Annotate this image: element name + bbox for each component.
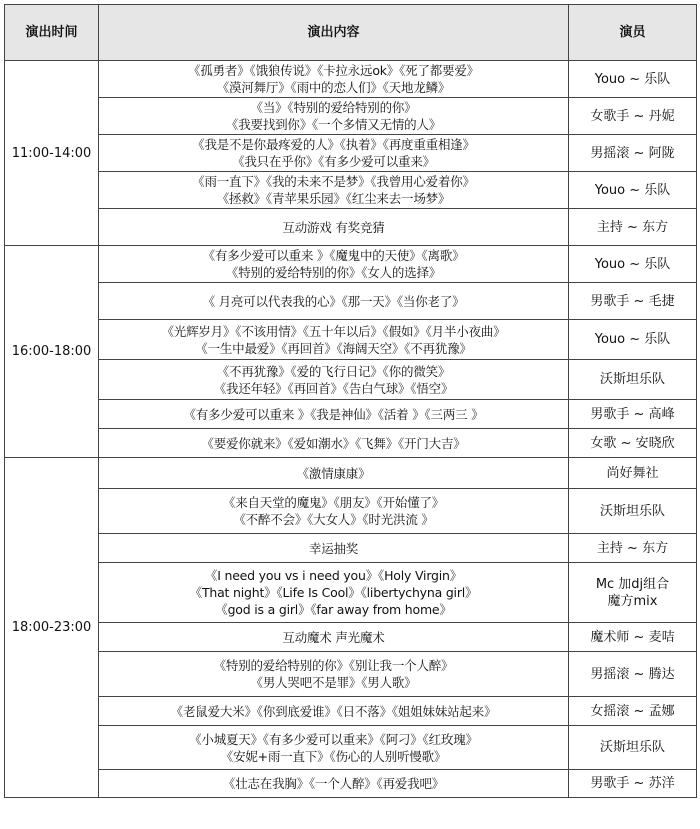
schedule-table bbox=[4, 4, 697, 798]
program-line: 《孤勇者》《饿狼传说》《卡拉永远ok》《死了都要爱》 bbox=[188, 63, 479, 78]
performer-line: 女歌 ~ 安晓欣 bbox=[590, 435, 675, 451]
program-content bbox=[99, 400, 569, 429]
performer-line: 沃斯坦乐队 bbox=[599, 372, 665, 387]
program-line: 《有多少爱可以重来 》《魔鬼中的天使》《离歌》 bbox=[202, 248, 465, 263]
table-row bbox=[5, 429, 697, 458]
performer-line: Youo ~ 乐队 bbox=[594, 182, 671, 198]
time-slot: 16:00-18:00 bbox=[5, 246, 99, 458]
performer-line: Youo ~ 乐队 bbox=[594, 71, 671, 87]
header-row bbox=[5, 5, 697, 61]
table-row bbox=[5, 726, 697, 770]
program-line: 《god is a girl》《far away from home》 bbox=[215, 602, 452, 617]
performer bbox=[569, 98, 697, 135]
table-row bbox=[5, 283, 697, 320]
program-content bbox=[99, 563, 569, 623]
header-content: 演出内容 bbox=[99, 5, 569, 61]
performer-line: Youo ~ 乐队 bbox=[594, 332, 671, 347]
program-line: 《老鼠爱大米》《你到底爱谁》《日不落》《姐姐妹妹站起来》 bbox=[170, 703, 497, 719]
program-line: 《That night》《Life Is Cool》《libertychyna girl》 bbox=[189, 585, 478, 600]
program-content bbox=[99, 246, 569, 283]
performer-line: 男摇滚 ~ 阿陇 bbox=[590, 145, 675, 161]
program-content bbox=[99, 98, 569, 135]
table-row bbox=[5, 563, 697, 623]
program-line: 《特别的爱给特别的你》《女人的选择》 bbox=[225, 265, 442, 280]
program-line: 《雨一直下》《我的未来不是梦》《我曾用心爱着你》 bbox=[192, 174, 475, 189]
table-row bbox=[5, 61, 697, 98]
table-row bbox=[5, 489, 697, 534]
program-content bbox=[99, 652, 569, 697]
performer bbox=[569, 135, 697, 172]
performer bbox=[569, 770, 697, 798]
performer bbox=[569, 360, 697, 400]
performer bbox=[569, 652, 697, 697]
performer-line: 男歌手 ~ 毛捷 bbox=[590, 293, 675, 309]
program-content bbox=[99, 726, 569, 770]
performer bbox=[569, 400, 697, 429]
program-line: 《安妮+雨一直下》《伤心的人别听慢歌》 bbox=[220, 748, 447, 764]
performer-line: 男歌手 ~ 苏洋 bbox=[590, 776, 675, 791]
table-row bbox=[5, 458, 697, 489]
table-row bbox=[5, 770, 697, 798]
performer bbox=[569, 623, 697, 652]
program-content bbox=[99, 458, 569, 489]
performer bbox=[569, 489, 697, 534]
performer bbox=[569, 458, 697, 489]
program-line: 《当》《特别的爱给特别的你》 bbox=[250, 100, 417, 115]
performer-line: Mc 加dj组合 bbox=[595, 576, 670, 592]
table-row bbox=[5, 697, 697, 726]
program-content bbox=[99, 283, 569, 320]
performer bbox=[569, 61, 697, 98]
table-row bbox=[5, 172, 697, 209]
performer-line: 男摇滚 ~ 腾达 bbox=[590, 666, 675, 682]
performer-line: 尚好舞社 bbox=[606, 465, 659, 481]
program-line: 《要爱你就来》《爱如潮水》《飞舞》《开门大吉》 bbox=[201, 435, 466, 451]
program-line: 《 月亮可以代表我的心》《那一天》《当你老了》 bbox=[202, 293, 465, 309]
table-row bbox=[5, 320, 697, 360]
performer bbox=[569, 726, 697, 770]
program-line: 《我要找到你》《一个多情又无情的人》 bbox=[225, 117, 442, 132]
header-time: 演出时间 bbox=[5, 5, 99, 61]
performer-line: 主持 ~ 东方 bbox=[596, 219, 669, 235]
program-content bbox=[99, 320, 569, 360]
schedule-body bbox=[5, 61, 697, 798]
program-line: 幸运抽奖 bbox=[308, 540, 359, 556]
program-line: 《来自天堂的魔鬼》《朋友》《开始懂了》 bbox=[222, 495, 445, 510]
performer-line: 沃斯坦乐队 bbox=[599, 740, 665, 755]
table-row bbox=[5, 98, 697, 135]
program-line: 《壮志在我胸》《一个人醉》《再爱我吧》 bbox=[222, 776, 445, 791]
program-line: 《一生中最爱》《再回首》《海阔天空》《不再犹豫》 bbox=[195, 340, 472, 356]
program-line: 《不再犹豫》《爱的飞行日记》《你的微笑》 bbox=[216, 363, 451, 379]
performer bbox=[569, 209, 697, 246]
table-row bbox=[5, 209, 697, 246]
performer bbox=[569, 246, 697, 283]
performer bbox=[569, 320, 697, 360]
program-content bbox=[99, 697, 569, 726]
program-content bbox=[99, 135, 569, 172]
performer-line: 魔术师 ~ 麦咭 bbox=[590, 629, 675, 645]
header-performer: 演员 bbox=[569, 5, 697, 61]
program-content bbox=[99, 770, 569, 798]
program-content bbox=[99, 61, 569, 98]
table-row bbox=[5, 360, 697, 400]
program-content bbox=[99, 360, 569, 400]
performer-line: 沃斯坦乐队 bbox=[599, 503, 665, 519]
performer bbox=[569, 563, 697, 623]
performer bbox=[569, 429, 697, 458]
time-slot: 18:00-23:00 bbox=[5, 458, 99, 798]
program-line: 《我是不是你最疼爱的人》《执着》《再度重重相逢》 bbox=[192, 137, 475, 152]
performer-line: 女歌手 ~ 丹妮 bbox=[590, 108, 675, 124]
performer-line: 主持 ~ 东方 bbox=[596, 540, 669, 556]
program-content bbox=[99, 489, 569, 534]
program-line: 《有多少爱可以重来 》《我是神仙》《活着 》《三两三 》 bbox=[183, 406, 484, 422]
performer-line: 女摇滚 ~ 孟娜 bbox=[590, 703, 675, 719]
program-line: 《我只在乎你》《有多少爱可以重来》 bbox=[232, 154, 435, 169]
program-line: 互动游戏 有奖竞猜 bbox=[282, 219, 385, 235]
program-line: 互动魔术 声光魔术 bbox=[282, 629, 385, 645]
program-content bbox=[99, 209, 569, 246]
program-content bbox=[99, 534, 569, 563]
program-content bbox=[99, 172, 569, 209]
table-row bbox=[5, 246, 697, 283]
program-content bbox=[99, 429, 569, 458]
program-line: 《特别的爱给特别的你》《别让我一个人醉》 bbox=[213, 658, 454, 673]
program-line: 《男人哭吧不是罪》《男人歌》 bbox=[250, 675, 417, 690]
time-slot: 11:00-14:00 bbox=[5, 61, 99, 246]
program-line: 《我还年轻》《再回首》《告白气球》《悟空》 bbox=[213, 380, 454, 396]
program-line: 《小城夏天》《有多少爱可以重来》《阿刁》《红玫瑰》 bbox=[189, 731, 478, 747]
performer bbox=[569, 172, 697, 209]
performer-line: 魔方mix bbox=[607, 593, 658, 609]
table-row bbox=[5, 135, 697, 172]
table-row bbox=[5, 652, 697, 697]
program-line: 《拯救》《青苹果乐园》《红尘来去一场梦》 bbox=[216, 191, 451, 206]
performer bbox=[569, 697, 697, 726]
program-line: 《激情康康》 bbox=[296, 465, 371, 481]
performer bbox=[569, 283, 697, 320]
program-line: 《漠河舞厅》《雨中的恋人们》《天地龙鳞》 bbox=[216, 80, 451, 95]
table-row bbox=[5, 534, 697, 563]
table-row bbox=[5, 400, 697, 429]
program-line: 《光辉岁月》《不该用情》《五十年以后》《假如》《月半小夜曲》 bbox=[161, 323, 506, 339]
performer-line: 男歌手 ~ 高峰 bbox=[590, 406, 675, 422]
performer bbox=[569, 534, 697, 563]
performer-line: Youo ~ 乐队 bbox=[594, 256, 671, 272]
program-line: 《I need you vs i need you》《Holy Virgin》 bbox=[204, 568, 463, 583]
program-line: 《不醉不会》《大女人》《时光洪流 》 bbox=[233, 512, 434, 527]
table-row bbox=[5, 623, 697, 652]
program-content bbox=[99, 623, 569, 652]
